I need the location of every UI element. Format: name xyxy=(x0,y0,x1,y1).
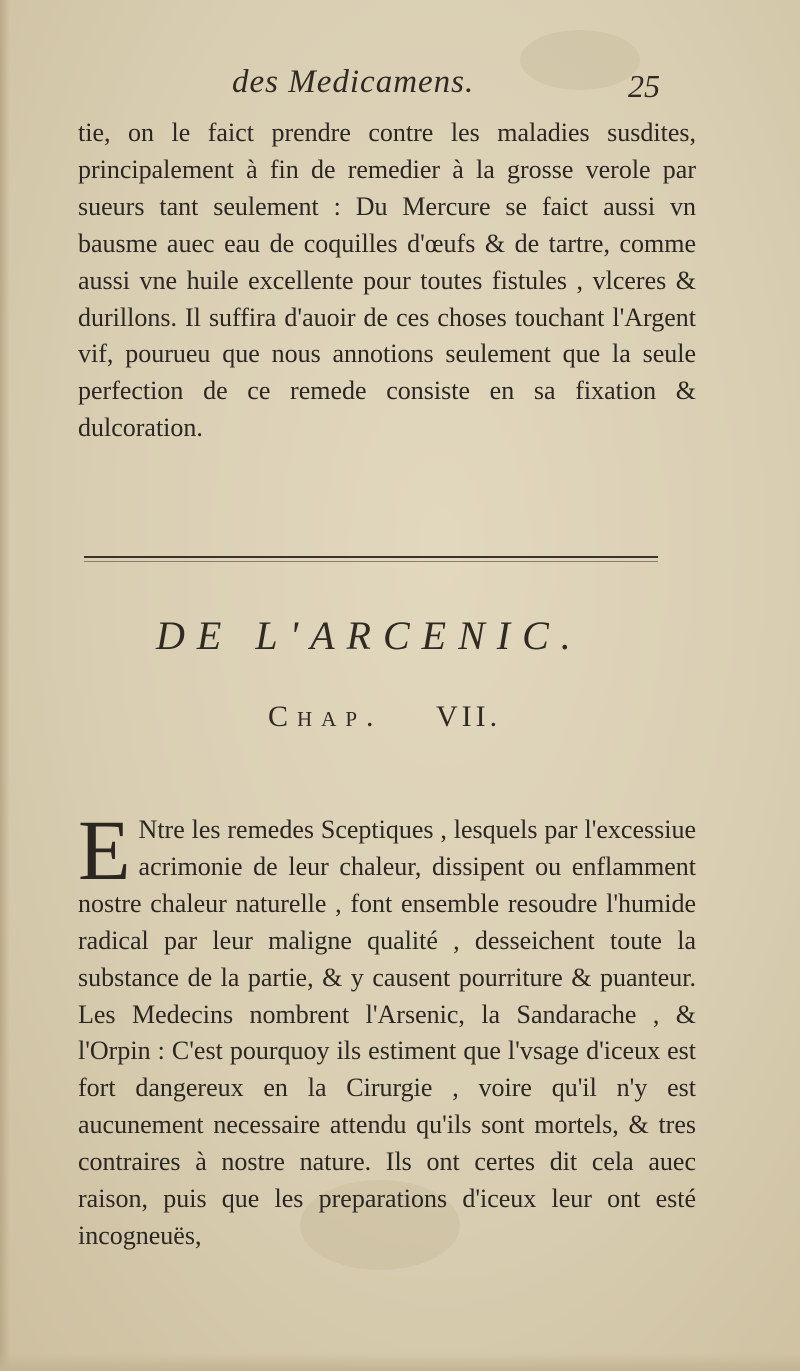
running-head xyxy=(0,64,800,114)
section-divider-thin xyxy=(84,561,658,562)
page-number: 25 xyxy=(628,68,660,104)
chapter-body xyxy=(78,802,696,1255)
continued-paragraph xyxy=(78,115,696,447)
chapter-label: Chap. xyxy=(268,700,383,733)
running-title: des Medicamens. xyxy=(232,64,475,100)
page-bottom-shadow xyxy=(0,1353,800,1371)
paragraph-text: tie, on le faict prendre contre les maladies susdites, principalement à fin de remedier à la grosse verole par sueurs tant seulement : Du Mercure se faict aussi vn bausme auec eau de coquilles d'œufs & de tartre, comme aussi vne huile excellente pour toutes fistules , vlceres & durillons. Il suffira d'auoir de ces choses touchant l'Argent vif, pourueu que nous annotions seulement que la seule perfection de ce remede consiste en sa fixation & dulcoration. xyxy=(78,118,696,443)
section-title-text: DE L'ARCENIC. xyxy=(156,613,583,658)
chapter-number: VII. xyxy=(436,700,502,733)
drop-cap-initial: E xyxy=(78,802,131,898)
body-text: Ntre les remedes Sceptiques , lesquels par l'excessiue acrimonie de leur chaleur, dissipent ou enflamment nostre chaleur naturelle , font ensemble resoudre l'humide radical par leur maligne qualité , desseichent toute la substance de la partie, & y causent pourriture & puanteur. Les Medecins nombrent l'Arsenic, la Sandarache , & l'Orpin : C'est pourquoy ils estiment que l'vsage d'iceux est fort dangereux en la Cirurgie , voire qu'il n'y est aucunement necessaire attendu qu'ils sont mortels, & tres contraires à nostre nature. Ils ont certes dit cela auec raison, puis que les preparations d'iceux leur ont esté incogneuës, xyxy=(78,815,696,1250)
page-edge-shadow xyxy=(0,0,10,1371)
section-divider xyxy=(84,556,658,558)
